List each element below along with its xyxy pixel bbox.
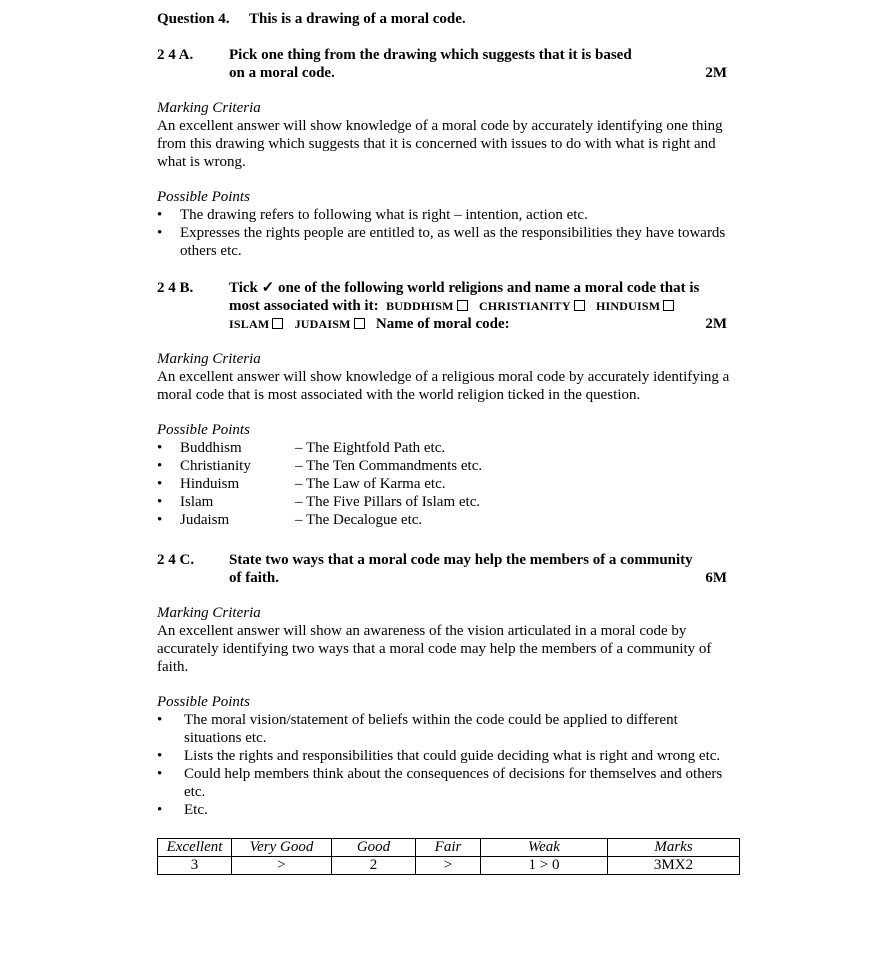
table-header: Very Good	[232, 839, 332, 857]
part-c-points	[157, 693, 737, 819]
option-christianity: CHRISTIANITY	[478, 299, 571, 313]
list-item: • Christianity – The Ten Commandments etc.	[157, 458, 483, 474]
criteria-heading: Marking Criteria	[157, 351, 261, 367]
part-a-number: 2 4 A.	[157, 47, 194, 63]
criteria-text: An excellent answer will show an awareness of the vision articulated in a moral code by accurately identifying two ways that a moral code may help the members of a community of faith.	[157, 623, 712, 675]
part-b-number: 2 4 B.	[157, 280, 194, 296]
option-judaism: JUDAISM	[294, 317, 351, 331]
criteria-text: An excellent answer will show knowledge of a moral code by accurately identifying one thing from this drawing which suggests that it is concerned with issues to do with what is right and what is wrong.	[157, 118, 723, 170]
list-item: • Judaism – The Decalogue etc.	[157, 512, 423, 528]
checkbox-hinduism[interactable]	[663, 300, 674, 311]
table-cell: 3MX2	[608, 857, 740, 875]
checkbox-islam[interactable]	[272, 318, 283, 329]
part-b-points	[157, 421, 737, 529]
part-a-points	[157, 188, 737, 260]
table-row	[158, 857, 740, 875]
checkbox-christianity[interactable]	[574, 300, 585, 311]
table-header: Weak	[481, 839, 608, 857]
part-c-criteria	[157, 604, 737, 676]
table-cell: >	[232, 857, 332, 875]
criteria-text: An excellent answer will show knowledge of a religious moral code by accurately identifying a moral code that is most associated with the world religion ticked in the question.	[157, 369, 730, 403]
part-c-number: 2 4 C.	[157, 552, 195, 568]
option-hinduism: HINDUISM	[595, 299, 661, 313]
list-item: • Could help members think about the consequences of decisions for themselves and others etc.	[157, 766, 723, 800]
part-b-question	[157, 279, 727, 333]
table-cell: 2	[332, 857, 416, 875]
question-title	[157, 10, 466, 28]
list-item: • Buddhism – The Eightfold Path etc.	[157, 440, 446, 456]
checkbox-buddhism[interactable]	[457, 300, 468, 311]
table-header: Fair	[416, 839, 481, 857]
part-b-line1: Tick ✓ one of the following world religions and name a moral code that is	[229, 280, 700, 296]
part-a-marks: 2M	[705, 65, 727, 81]
part-c-question	[157, 551, 727, 587]
part-c-line1: State two ways that a moral code may help the members of a community	[229, 552, 693, 568]
points-heading: Possible Points	[157, 422, 250, 438]
list-item: • Expresses the rights people are entitled to, as well as the responsibilities they have towards others etc.	[157, 225, 726, 259]
table-header: Marks	[608, 839, 740, 857]
grade-table	[157, 838, 740, 875]
list-item: • Hinduism – The Law of Karma etc.	[157, 476, 446, 492]
option-buddhism: BUDDHISM	[386, 299, 454, 313]
list-item: • Islam – The Five Pillars of Islam etc.	[157, 494, 481, 510]
part-a-criteria	[157, 99, 737, 171]
list-item: • Lists the rights and responsibilities that could guide deciding what is right and wrong etc.	[157, 748, 721, 764]
question-text: This is a drawing of a moral code.	[249, 11, 466, 27]
part-c-line2: of faith.	[229, 570, 279, 586]
criteria-heading: Marking Criteria	[157, 605, 261, 621]
table-header-row	[158, 839, 740, 857]
question-label: Question 4.	[157, 11, 230, 27]
part-a-line1: Pick one thing from the drawing which suggests that it is based	[229, 47, 632, 63]
table-header: Excellent	[158, 839, 232, 857]
part-b-line3	[229, 315, 727, 333]
moral-code-label: Name of moral code:	[375, 316, 510, 332]
checkbox-judaism[interactable]	[354, 318, 365, 329]
part-a-question	[157, 46, 727, 82]
part-c-marks: 6M	[705, 570, 727, 586]
part-a-line2: on a moral code.	[229, 65, 335, 81]
criteria-heading: Marking Criteria	[157, 100, 261, 116]
part-b-criteria	[157, 350, 737, 404]
list-item: • Etc.	[157, 802, 208, 818]
table-cell: 3	[158, 857, 232, 875]
list-item: • The drawing refers to following what is right – intention, action etc.	[157, 207, 588, 223]
option-islam: ISLAM	[229, 317, 270, 331]
table-header: Good	[332, 839, 416, 857]
points-heading: Possible Points	[157, 694, 250, 710]
part-b-marks: 2M	[705, 316, 727, 332]
points-heading: Possible Points	[157, 189, 250, 205]
table-cell: 1 > 0	[481, 857, 608, 875]
table-cell: >	[416, 857, 481, 875]
part-b-line2: most associated with it: BUDDHISM CHRISTIANITY HINDUISM	[229, 297, 727, 315]
list-item: • The moral vision/statement of beliefs within the code could be applied to different situations etc.	[157, 712, 678, 746]
